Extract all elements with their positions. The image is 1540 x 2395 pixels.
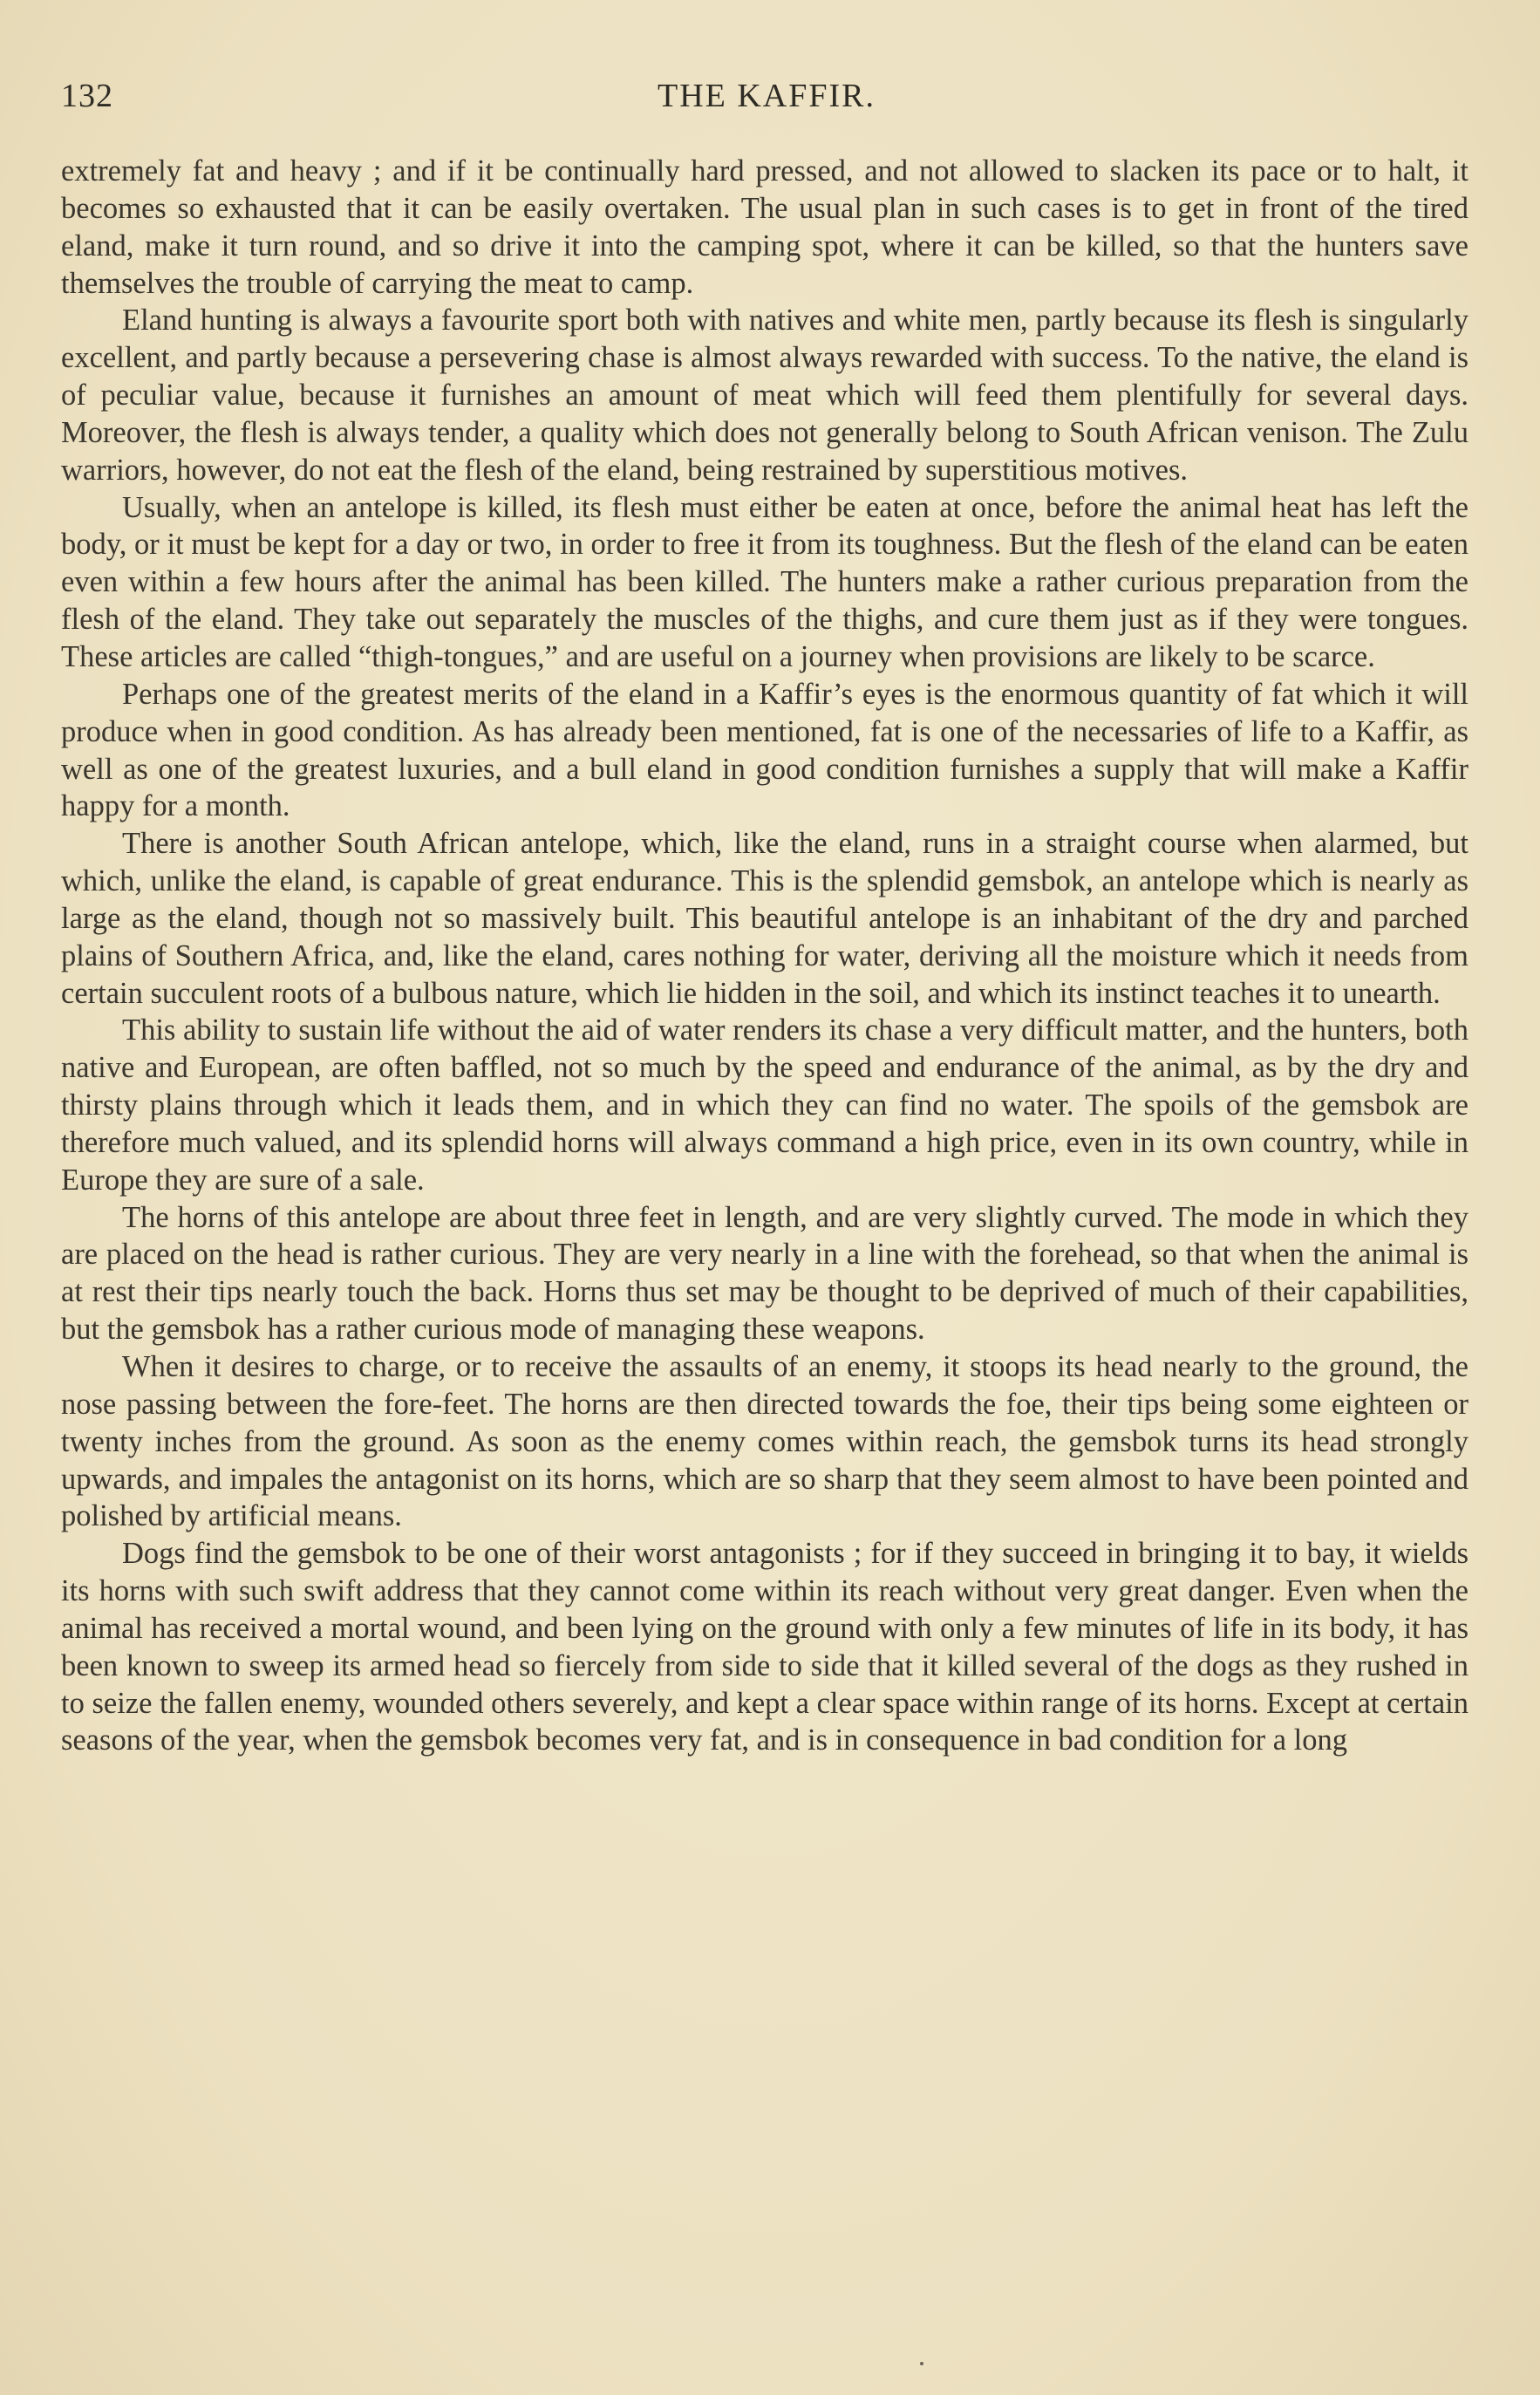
paragraph-continuation: extremely fat and heavy ; and if it be continually hard pressed, and not allowed to slacken its pace or to halt, it becomes so exhausted that it can be easily overtaken. The usual plan in such cases is to get in front of the tired eland, make it turn round, and so drive it into the camping spot, where it can be killed, so that the hunters save themselves the trouble of carrying the meat to camp. [61,154,1468,300]
page-header [61,77,1472,122]
paragraph-gemsbok-dogs: Dogs find the gemsbok to be one of their worst antagonists ; for if they succeed in bringing it to bay, it wields its horns with such swift address that they cannot come within its reach without very great danger. Even when the animal has received a mortal wound, and been lying on the ground with only a few minutes of life in its body, it has been known to sweep its armed head so fiercely from side to side that it killed several of the dogs as they rushed in to seize the fallen enemy, wounded others severely, and kept a clear space within range of its horns. Except at certain seasons of the year, when the gemsbok becomes very fat, and is in consequence in bad condition for a long [61,1537,1468,1757]
paragraph-eland-fat: Perhaps one of the greatest merits of the eland in a Kaffir’s eyes is the enormous quantity of fat which it will produce when in good condition. As has already been mentioned, fat is one of the necessaries of life to a Kaffir, as well as one of the greatest luxuries, and a bull eland in good condition furnishes a supply that will make a Kaffir happy for a month. [61,677,1468,823]
paragraph-eland-flesh: Usually, when an antelope is killed, its flesh must either be eaten at once, before the animal heat has left the body, or it must be kept for a day or two, in order to free it from its toughness. But the flesh of the eland can be eaten even within a few hours after the animal has been killed. The hunters make a rather curious preparation from the flesh of the eland. They take out separately the muscles of the thighs, and cure them just as if they were tongues. These articles are called “thigh-tongues,” and are useful on a journey when provisions are likely to be scarce. [61,490,1468,673]
body-text [61,153,1468,1759]
paragraph-gemsbok-chase: This ability to sustain life without the aid of water renders its chase a very difficult matter, and the hunters, both native and European, are often baffled, not so much by the speed and endurance of the animal, as by the dry and thirsty plains through which it leads them, and in which they can find no water. The spoils of the gemsbok are therefore much valued, and its splendid horns will always command a high price, even in its own country, while in Europe they are sure of a sale. [61,1013,1468,1197]
page-number: 132 [61,78,113,114]
paragraph-eland-hunting: Eland hunting is always a favourite sport both with natives and white men, partly because its flesh is singularly excellent, and partly because a persevering chase is almost always rewarded with success. To the native, the eland is of peculiar value, because it furnishes an amount of meat which will feed them plentifully for several days. Moreover, the flesh is always tender, a quality which does not generally belong to South African venison. The Zulu warriors, however, do not eat the flesh of the eland, being restrained by superstitious motives. [61,304,1468,487]
paragraph-gemsbok-horns: The horns of this antelope are about three feet in length, and are very slightly curved. The mode in which they are placed on the head is rather curious. They are very nearly in a line with the forehead, so that when the animal is at rest their tips nearly touch the back. Horns thus set may be thought to be deprived of much of their capabilities, but the gemsbok has a rather curious mode of managing these weapons. [61,1200,1468,1347]
paragraph-gemsbok-intro: There is another South African antelope, which, like the eland, runs in a straight course when alarmed, but which, unlike the eland, is capable of great endurance. This is the splendid gemsbok, an antelope which is nearly as large as the eland, though not so massively built. This beautiful antelope is an inhabitant of the dry and parched plains of Southern Africa, and, like the eland, cares nothing for water, deriving all the moisture which it needs from certain succulent roots of a bulbous nature, which lie hidden in the soil, and which its instinct teaches it to unearth. [61,827,1468,1010]
running-title: THE KAFFIR. [657,78,876,114]
paragraph-gemsbok-charge: When it desires to charge, or to receive the assaults of an enemy, it stoops its head nearly to the ground, the nose passing between the fore-feet. The horns are then directed towards the foe, their tips being some eighteen or twenty inches from the ground. As soon as the enemy comes within reach, the gemsbok turns its head strongly upwards, and impales the antagonist on its horns, which are so sharp that they seem almost to have been pointed and polished by artificial means. [61,1350,1468,1533]
print-speck [920,2362,923,2365]
